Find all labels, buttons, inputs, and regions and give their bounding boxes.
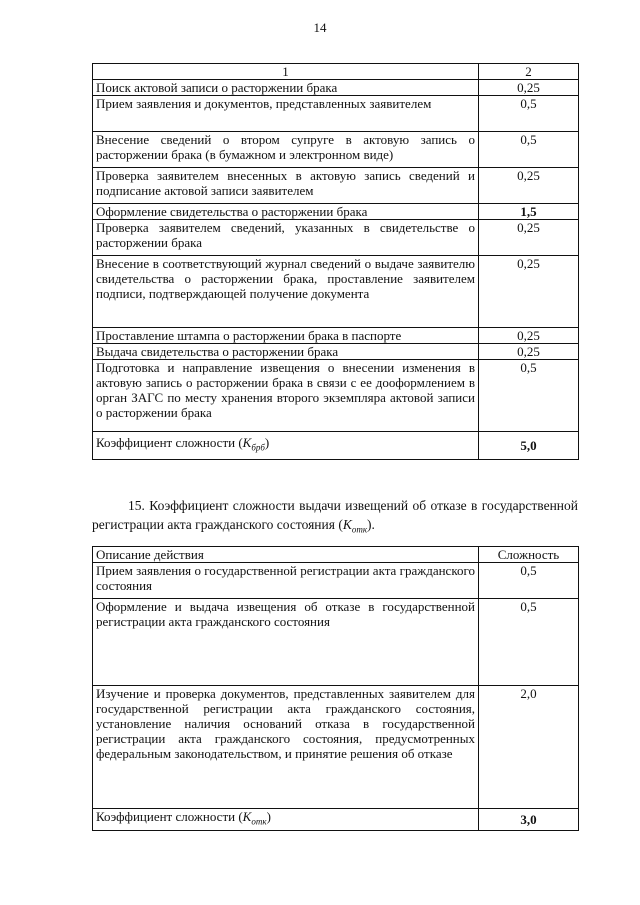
table-row [93,168,579,204]
complexity-value: 0,5 [479,360,579,432]
action-description: Поиск актовой записи о расторжении брака [93,80,479,96]
complexity-value: 0,25 [479,344,579,360]
complexity-value: 2,0 [479,686,579,809]
complexity-value: 0,5 [479,563,579,599]
table-row [93,80,579,96]
table-row [93,204,579,220]
table-row [93,599,579,686]
total-value: 5,0 [479,432,579,460]
table-row [93,344,579,360]
action-description: Внесение в соответствующий журнал сведений о выдаче заявителю свидетельства о расторжении брака, проставление заявителем подписи, подтверждающей получение документа [93,256,479,328]
page-number: 14 [313,20,327,35]
table-row [93,563,579,599]
total-row [93,432,579,460]
column-header-complexity: Сложность [479,547,579,563]
complexity-table-refusal [92,546,579,831]
total-label: Коэффициент сложности $(K_{брб})$ [93,432,479,460]
complexity-value: 0,5 [479,96,579,132]
complexity-value: 0,25 [479,168,579,204]
complexity-value: 0,25 [479,256,579,328]
action-description: Оформление свидетельства о расторжении брака [93,204,479,220]
table-row [93,220,579,256]
action-description: Прием заявления и документов, представленных заявителем [93,96,479,132]
action-description: Изучение и проверка документов, представленных заявителем для государственной регистрации акта гражданского состояния, установление наличия оснований отказа в государственной регистрации акта гражданского состояния, предусмотренных федеральным законодательством, и принятие решения об отказе [93,686,479,809]
action-description: Подготовка и направление извещения о внесении изменения в актовую запись о расторжении брака в связи с ее дооформлением в орган ЗАГС по месту хранения второго экземпляра актовой записи о расторжении брака [93,360,479,432]
table-row [93,686,579,809]
action-description: Проставление штампа о расторжении брака в паспорте [93,328,479,344]
table-row [93,360,579,432]
action-description: Прием заявления о государственной регистрации акта гражданского состояния [93,563,479,599]
total-value: 3,0 [479,809,579,831]
action-description: Внесение сведений о втором супруге в актовую запись о расторжении брака (в бумажном и электронном виде) [93,132,479,168]
column-header-description: Описание действия [93,547,479,563]
table-row [93,96,579,132]
table-header-row [93,547,579,563]
table-row [93,132,579,168]
complexity-value: 0,25 [479,220,579,256]
action-description: Проверка заявителем сведений, указанных в свидетельстве о расторжении брака [93,220,479,256]
complexity-value: 0,25 [479,80,579,96]
complexity-value: 0,5 [479,599,579,686]
table-header-row [93,64,579,80]
action-description: Выдача свидетельства о расторжении брака [93,344,479,360]
column-header-2: 2 [479,64,579,80]
action-description: Проверка заявителем внесенных в актовую запись сведений и подписание актовой записи заявителем [93,168,479,204]
column-header-1: 1 [93,64,479,80]
total-row [93,809,579,831]
total-label: Коэффициент сложности $(K_{отк})$ [93,809,479,831]
complexity-value: 0,25 [479,328,579,344]
action-description: Оформление и выдача извещения об отказе в государственной регистрации акта гражданского состояния [93,599,479,686]
section-15-paragraph: 15. Коэффициент сложности выдачи извещений об отказе в государственной регистрации акта гражданского состояния $(K_{отк})$. [92,498,578,535]
complexity-value: 1,5 [479,204,579,220]
table-row [93,328,579,344]
table-row [93,256,579,328]
complexity-value: 0,5 [479,132,579,168]
complexity-table-divorce [92,63,579,460]
